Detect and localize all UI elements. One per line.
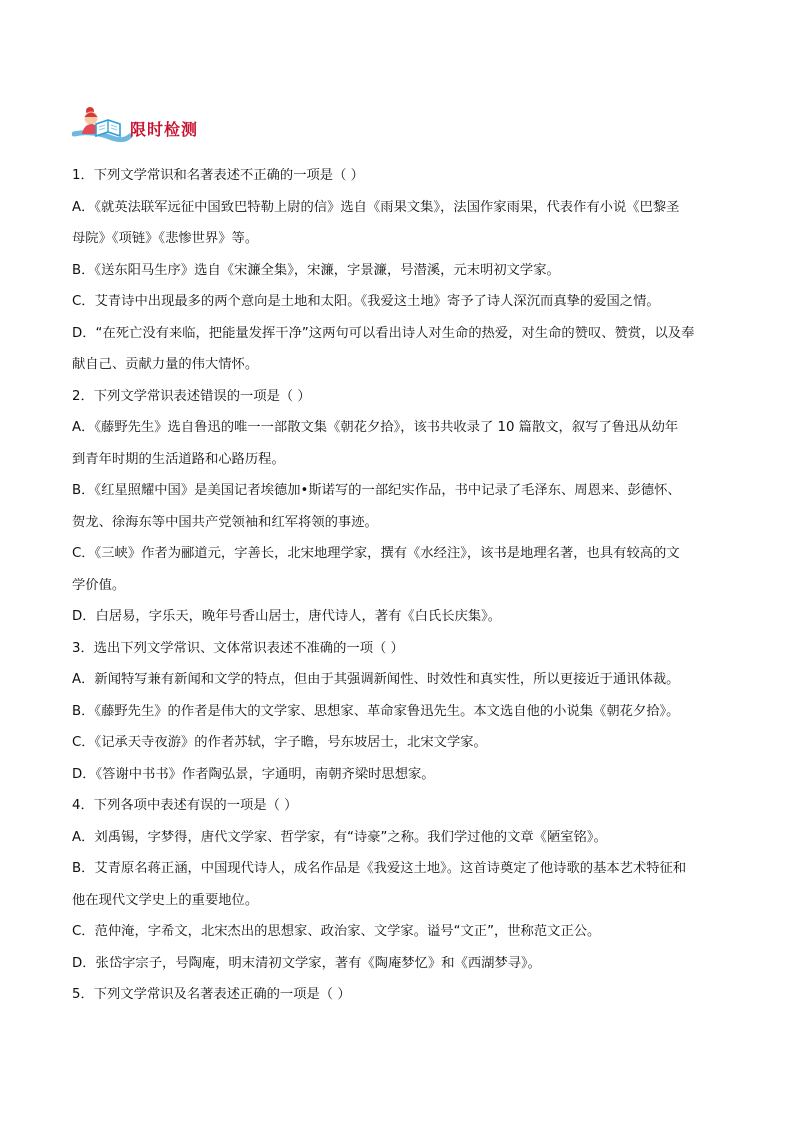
answer-option-line: B．艾青原名蒋正涵，中国现代诗人，成名作品是《我爱这土地》。这首诗奠定了他诗歌的基本艺术特征和 bbox=[72, 861, 687, 876]
question-stem: 2．下列文学常识表述错误的一项是（ ） bbox=[72, 388, 311, 404]
section-header bbox=[72, 104, 272, 146]
answer-option-line: 学价值。 bbox=[72, 577, 126, 593]
question-block bbox=[72, 979, 732, 1011]
question-block bbox=[72, 381, 732, 633]
answer-option-line: A．刘禹锡，字梦得，唐代文学家、哲学家，有“诗豪”之称。我们学过他的文章《陋室铭》。 bbox=[72, 829, 607, 845]
question-stem: 1．下列文学常识和名著表述不正确的一项是（ ） bbox=[72, 168, 364, 183]
question-stem: 5．下列文学常识及名著表述正确的一项是（ ） bbox=[72, 987, 351, 1002]
answer-option-line: B．《红星照耀中国》是美国记者埃德加•斯诺写的一部纪实作品，书中记录了毛泽东、周恩来、彭德怀、 bbox=[72, 483, 681, 498]
question-block bbox=[72, 790, 732, 979]
answer-option-line: 母院》《项链》《悲惨世界》等。 bbox=[72, 231, 259, 246]
answer-option-line: C．艾青诗中出现最多的两个意向是土地和太阳。《我爱这土地》寄予了诗人深沉而真挚的爱国之情。 bbox=[72, 294, 660, 309]
section-title: 限时检测 bbox=[130, 120, 199, 139]
question-block bbox=[72, 160, 732, 381]
answer-option-line: A．新闻特写兼有新闻和文学的特点，但由于其强调新闻性、时效性和真实性，所以更接近于通讯体裁。 bbox=[72, 672, 680, 687]
question-stem: 4．下列各项中表述有误的一项是（ ） bbox=[72, 798, 298, 813]
answer-option-line: 他在现代文学史上的重要地位。 bbox=[72, 892, 259, 908]
answer-option-line: 贺龙、徐海东等中国共产党领袖和红军将领的事迹。 bbox=[72, 514, 378, 530]
question-stem: 3．选出下列文学常识、文体常识表述不准确的一项（ ） bbox=[72, 640, 404, 656]
answer-option-line: D．白居易，字乐天，晚年号香山居士，唐代诗人，著有《白氏长庆集》。 bbox=[72, 609, 502, 624]
answer-option-line: A．《就英法联军远征中国致巴特勒上尉的信》选自《雨果文集》，法国作家雨果，代表作有小说《巴黎圣 bbox=[72, 199, 680, 215]
answer-option-line: C．《三峡》作者为郦道元，字善长，北宋地理学家，撰有《水经注》，该书是地理名著，也具有较高的文 bbox=[72, 546, 680, 561]
reading-student-icon bbox=[72, 104, 132, 146]
answer-option-line: D．“在死亡没有来临，把能量发挥干净”这两句可以看出诗人对生命的热爱，对生命的赞叹、赞赏，以及奉 bbox=[72, 325, 695, 341]
answer-option-line: C．范仲淹，字希文，北宋杰出的思想家、政治家、文学家。谥号“文正”，世称范文正公。 bbox=[72, 924, 601, 939]
question-block bbox=[72, 633, 732, 791]
answer-option-line: B．《送东阳马生序》选自《宋濂全集》，宋濂，字景濂，号潜溪，元末明初文学家。 bbox=[72, 262, 560, 278]
answer-option-line: D．《答谢中书书》作者陶弘景，字通明，南朝齐梁时思想家。 bbox=[72, 766, 435, 782]
answer-option-line: A．《藤野先生》选自鲁迅的唯一一部散文集《朝花夕拾》，该书共收录了 10 篇散文，叙写了鲁迅从幼年 bbox=[72, 420, 679, 435]
answer-option-line: C．《记承天寺夜游》的作者苏轼，字子瞻，号东坡居士，北宋文学家。 bbox=[72, 735, 487, 750]
answer-option-line: D．张岱字宗子，号陶庵，明末清初文学家，著有《陶庵梦忆》和《西湖梦寻》。 bbox=[72, 955, 541, 971]
question-list bbox=[72, 160, 732, 1011]
answer-option-line: 到青年时期的生活道路和心路历程。 bbox=[72, 451, 285, 467]
answer-option-line: B．《藤野先生》的作者是伟大的文学家、思想家、革命家鲁迅先生。本文选自他的小说集《朝花夕拾》。 bbox=[72, 703, 680, 719]
answer-option-line: 献自己、贡献力量的伟大情怀。 bbox=[72, 357, 259, 372]
